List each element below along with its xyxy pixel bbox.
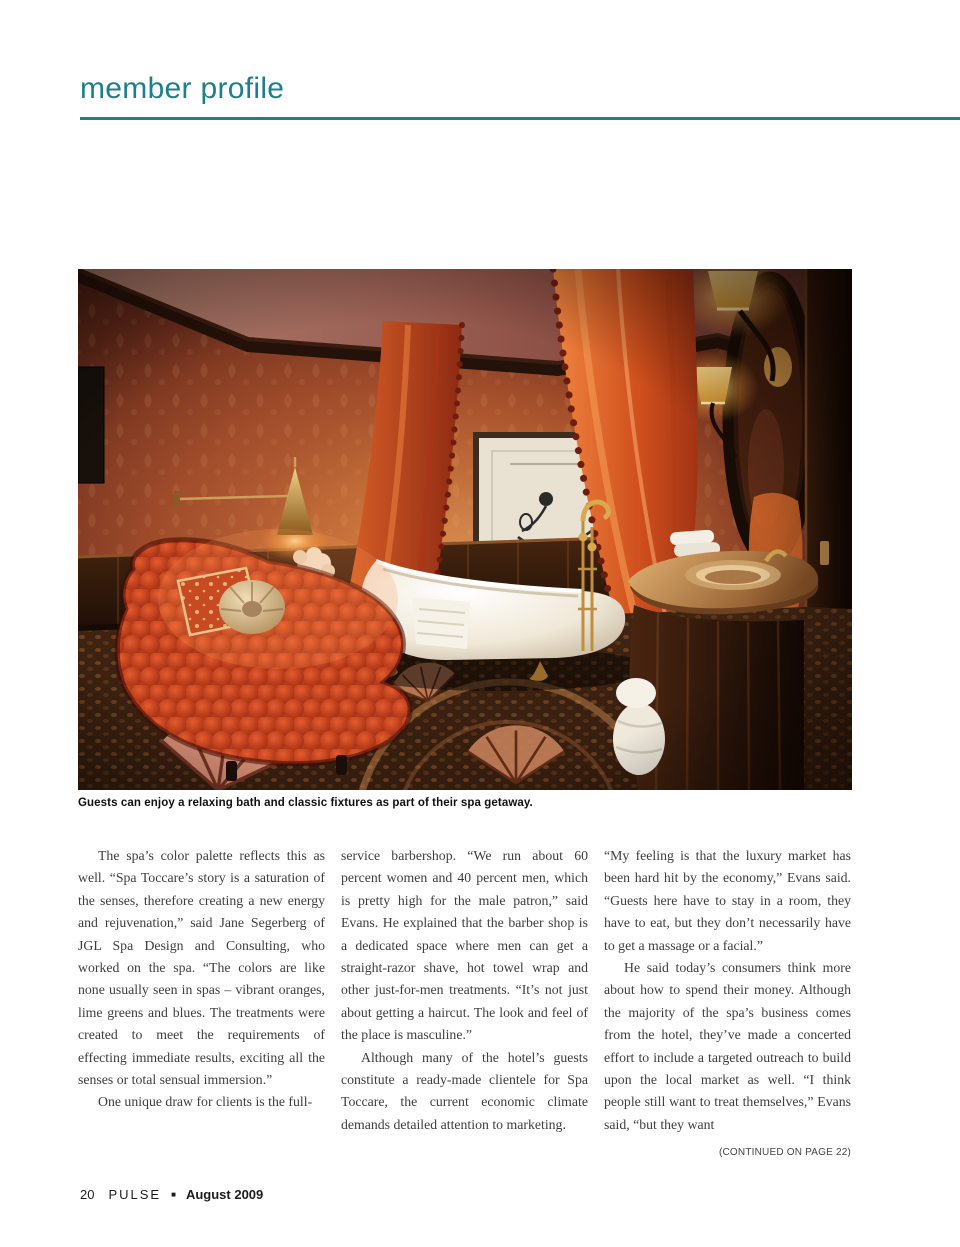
article-column-1 [78, 845, 325, 1165]
spa-photo-illustration [78, 269, 852, 790]
paragraph: The spa’s color palette reflects this as well. “Spa Toccare’s story is a saturation of the senses, therefore creating a new energy and rejuvenation,” said Jane Segerberg of JGL Spa Design and Consulting, who worked on the spa. “The colors are like none usually seen in spas – vibrant oranges, lime greens and blues. The treatments were created to meet the requirements of effecting immediate results, exciting all the senses or total sensual immersion.” [78, 848, 325, 1088]
section-header [80, 72, 960, 106]
paragraph: service barbershop. “We run about 60 percent women and 40 percent men, which is pretty high for the male patron,” said Evans. He explained that the barber shop is a dedicated space where men can get a straight-razor shave, hot towel wrap and other just-for-men treatments. “It’s not just about getting a haircut. The look and feel of the place is masculine.” [341, 848, 588, 1043]
photo-caption: Guests can enjoy a relaxing bath and classic fixtures as part of their spa getaway. [78, 797, 533, 809]
paragraph: Although many of the hotel’s guests constitute a ready-made clientele for Spa Toccare, the current economic climate demands detailed attention to marketing. [341, 1049, 588, 1132]
magazine-name: PULSE [108, 1187, 162, 1202]
page-number: 20 [80, 1187, 95, 1202]
article-column-2 [341, 845, 588, 1165]
header-rule [80, 117, 960, 120]
paragraph: One unique draw for clients is the full- [98, 1094, 313, 1110]
spa-photo [78, 269, 852, 790]
issue-date: August 2009 [185, 1187, 264, 1202]
page-footer [80, 1187, 263, 1202]
photo-vignette [78, 269, 852, 790]
paragraph: “My feeling is that the luxury market has been hard hit by the economy,” Evans said. “Guests here have to stay in a room, they have to eat, but they don’t necessarily have to get a massage or a facial.” [604, 848, 851, 953]
continued-note: (CONTINUED ON PAGE 22) [718, 1147, 851, 1159]
article-body [78, 845, 852, 1165]
page-title: member profile [80, 72, 285, 105]
article-column-3 [604, 845, 851, 1165]
paragraph: He said today’s consumers think more about how to spend their money. Although the majority of the spa’s business comes from the hotel, they’ve made a concerted effort to include a targeted outreach to build upon the local market as well. “I think people still want to treat themselves,” Evans said, “but they want [604, 960, 851, 1132]
square-bullet-icon: ■ [171, 1190, 176, 1199]
